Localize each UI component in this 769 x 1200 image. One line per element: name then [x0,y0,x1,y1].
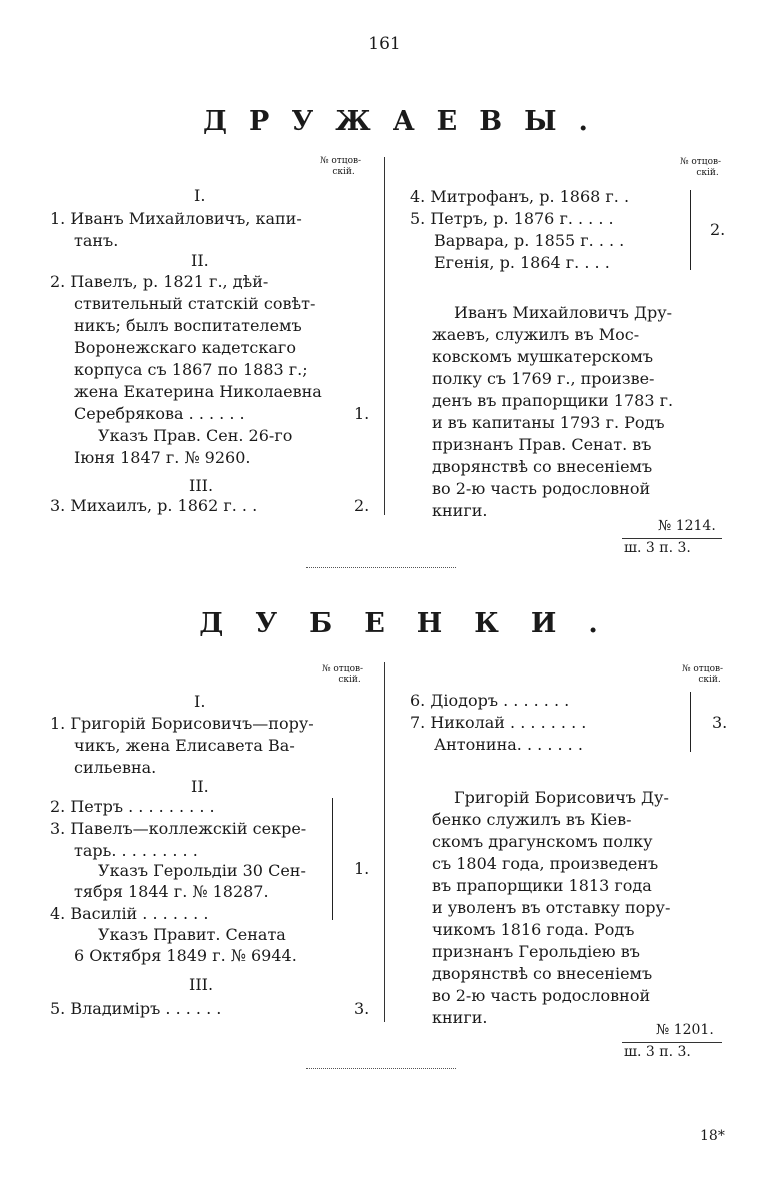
entry-line: 4. Митрофанъ, р. 1868 г. . [410,187,630,206]
decree-line: Указъ Герольдіи 30 Сен- [98,861,306,880]
bracket [686,190,691,270]
decree-line: Указъ Правит. Сената [98,925,286,944]
note-line: бенко служилъ въ Кіев- [432,810,632,829]
generation-heading: II. [191,251,209,270]
note-line: признанъ Прав. Сенат. въ [432,435,652,454]
note-line: въ прапорщики 1813 года [432,876,652,895]
family-separator [306,1068,456,1069]
entry-line: 1. Григорій Борисовичъ—пору- [50,714,314,733]
note-line: признанъ Герольдіею въ [432,942,640,961]
decree-line: Указъ Прав. Сен. 26-го [98,426,293,445]
note-line: книги. [432,1008,488,1027]
entry-line: Серебрякова . . . . . . [74,404,245,423]
entry-line: 7. Николай . . . . . . . . [410,713,587,732]
note-line: полку съ 1769 г., произве- [432,369,655,388]
bracket [328,798,333,920]
entry-line: 4. Василій . . . . . . . [50,904,209,923]
footer-signature: 18* [700,1128,725,1144]
paternal-number: 1. [354,404,370,423]
generation-heading: III. [189,975,214,994]
decree-line: тября 1844 г. № 18287. [74,882,269,901]
note-line: дворянствѣ со внесеніемъ [432,457,653,476]
entry-line: корпуса съ 1867 по 1883 г.; [74,360,308,379]
paternal-number: 3. [712,713,728,732]
note-line: чикомъ 1816 года. Родъ [432,920,635,939]
paternal-number: 2. [710,220,726,239]
generation-heading: III. [189,476,214,495]
paternal-number: 2. [354,496,370,515]
note-line: и въ капитаны 1793 г. Родъ [432,413,665,432]
register-number: № 1201. [656,1022,714,1038]
entry-line: 3. Павелъ—коллежскій секре- [50,819,307,838]
bracket [686,692,691,752]
family-title-druzhaevy: ДРУЖАЕВЫ. [203,106,610,137]
note-line: Иванъ Михайловичъ Дру- [454,303,673,322]
column-header-right: № отцов- скій. [680,157,722,178]
entry-line: никъ; былъ воспитателемъ [74,316,302,335]
entry-line: жена Екатерина Николаевна [74,382,322,401]
entry-line: 2. Петръ . . . . . . . . . [50,797,215,816]
page-number: 161 [368,34,401,54]
family-title-dubenki: ДУБЕНКИ. [199,608,630,639]
note-line: денъ въ прапорщики 1783 г. [432,391,674,410]
column-header-right: № отцов- скій. [682,664,724,685]
generation-heading: I. [194,692,206,711]
column-divider [384,157,385,515]
entry-line: 2. Павелъ, р. 1821 г., дѣй- [50,272,269,291]
entry-line: Воронежскаго кадетскаго [74,338,296,357]
divider [622,538,722,539]
entry-line: танъ. [74,231,119,250]
paternal-number: 3. [354,999,370,1018]
note-line: Григорій Борисовичъ Ду- [454,788,669,807]
generation-heading: I. [194,186,206,205]
note-line: во 2-ю часть родословной [432,986,651,1005]
entry-line: сильевна. [74,758,157,777]
archive-location: ш. 3 п. 3. [624,1044,691,1060]
entry-line: 1. Иванъ Михайловичъ, капи- [50,209,302,228]
family-separator [306,567,456,568]
entry-line: 5. Владиміръ . . . . . . [50,999,222,1018]
decree-line: Іюня 1847 г. № 9260. [74,448,251,467]
entry-line: Егенія, р. 1864 г. . . . [434,253,610,272]
entry-line: 6. Діодоръ . . . . . . . [410,691,570,710]
entry-line: Антонина. . . . . . . [434,735,583,754]
note-line: и уволенъ въ отставку пору- [432,898,671,917]
column-divider [384,662,385,1022]
entry-line: ствительный статскій совѣт- [74,294,316,313]
archive-location: ш. 3 п. 3. [624,540,691,556]
note-line: книги. [432,501,488,520]
entry-line: Варвара, р. 1855 г. . . . [434,231,625,250]
paternal-number: 1. [354,859,370,878]
note-line: съ 1804 года, произведенъ [432,854,659,873]
register-number: № 1214. [658,518,716,534]
decree-line: 6 Октября 1849 г. № 6944. [74,946,297,965]
note-line: ковскомъ мушкатерскомъ [432,347,653,366]
generation-heading: II. [191,777,209,796]
entry-line: тарь. . . . . . . . . [74,841,198,860]
note-line: дворянствѣ со внесеніемъ [432,964,653,983]
entry-line: 5. Петръ, р. 1876 г. . . . . [410,209,614,228]
entry-line: 3. Михаилъ, р. 1862 г. . . [50,496,258,515]
entry-line: чикъ, жена Елисавета Ва- [74,736,295,755]
note-line: во 2-ю часть родословной [432,479,651,498]
note-line: скомъ драгунскомъ полку [432,832,653,851]
column-header-left: № отцов- скій. [320,156,362,177]
note-line: жаевъ, служилъ въ Мос- [432,325,640,344]
column-header-left: № отцов- скій. [322,664,364,685]
divider [622,1042,722,1043]
